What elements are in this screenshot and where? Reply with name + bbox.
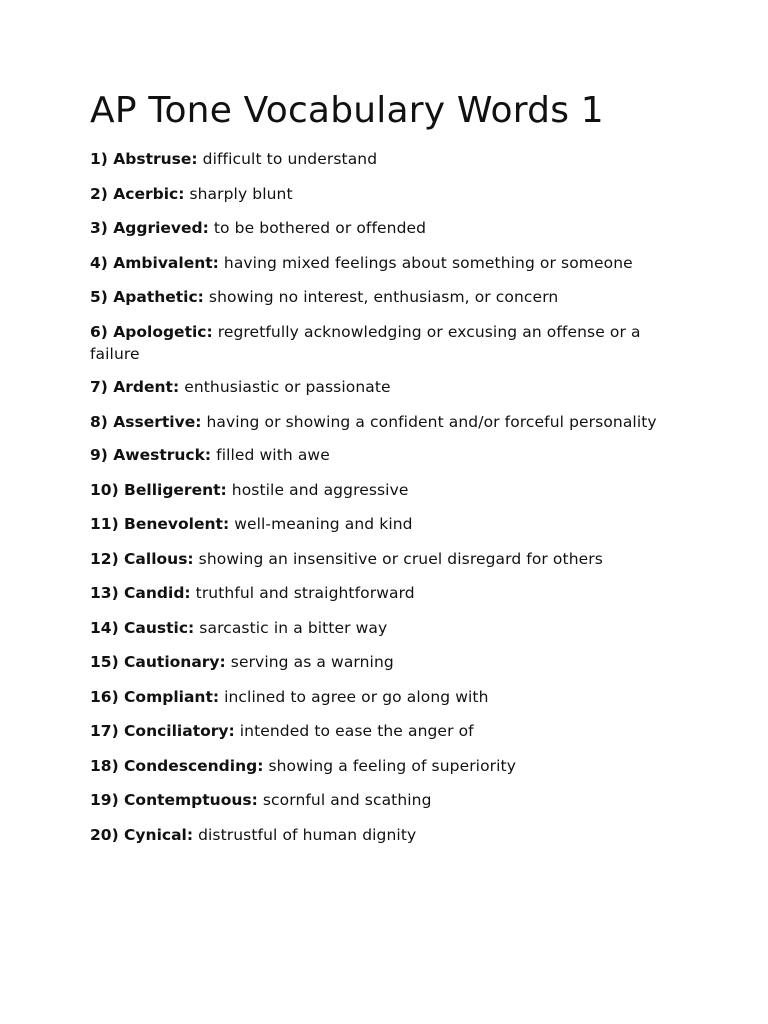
vocabulary-entry [90, 513, 670, 535]
vocabulary-entry [90, 582, 670, 604]
vocabulary-definition: regretfully acknowledging or excusing an offense or a failure [90, 322, 641, 363]
vocabulary-definition: inclined to agree or go along with [224, 687, 489, 706]
vocabulary-entry [90, 548, 670, 570]
vocabulary-term: 15) Cautionary: [90, 653, 226, 671]
vocabulary-definition: sharply blunt [189, 184, 293, 203]
vocabulary-term: 20) Cynical: [90, 825, 194, 844]
vocabulary-list [90, 148, 670, 858]
vocabulary-entry [90, 755, 670, 777]
page-title: AP Tone Vocabulary Words 1 [90, 90, 604, 131]
vocabulary-term: 6) Apologetic: [90, 322, 213, 341]
vocabulary-term: 12) Callous: [90, 549, 194, 568]
vocabulary-definition: difficult to understand [202, 150, 378, 168]
vocabulary-entry [90, 479, 670, 501]
vocabulary-entry [90, 411, 670, 433]
vocabulary-entry [90, 824, 670, 846]
vocabulary-definition: to be bothered or offended [213, 219, 427, 237]
vocabulary-entry [90, 286, 670, 308]
vocabulary-definition: serving as a warning [230, 653, 394, 671]
vocabulary-entry [90, 651, 670, 673]
vocabulary-term: 4) Ambivalent: [90, 253, 219, 272]
vocabulary-term: 2) Acerbic: [90, 184, 185, 203]
vocabulary-term: 8) Assertive: [90, 412, 202, 431]
vocabulary-entry [90, 321, 670, 365]
vocabulary-entry [90, 376, 670, 398]
vocabulary-definition: hostile and aggressive [231, 480, 409, 499]
vocabulary-entry [90, 686, 670, 708]
vocabulary-term: 11) Benevolent: [90, 515, 230, 533]
vocabulary-term: 7) Ardent: [90, 378, 180, 396]
vocabulary-entry [90, 617, 670, 639]
vocabulary-definition: scornful and scathing [262, 791, 432, 809]
vocabulary-term: 1) Abstruse: [90, 150, 198, 168]
vocabulary-definition: enthusiastic or passionate [184, 378, 391, 396]
vocabulary-term: 17) Conciliatory: [90, 722, 235, 740]
vocabulary-entry [90, 217, 670, 239]
vocabulary-entry [90, 720, 670, 742]
vocabulary-term: 19) Contemptuous: [90, 791, 258, 809]
vocabulary-entry [90, 252, 670, 274]
vocabulary-entry [90, 789, 670, 811]
vocabulary-term: 13) Candid: [90, 584, 191, 602]
vocabulary-entry [90, 183, 670, 205]
vocabulary-term: 14) Caustic: [90, 618, 195, 637]
vocabulary-definition: distrustful of human dignity [198, 825, 417, 844]
vocabulary-definition: sarcastic in a bitter way [199, 618, 388, 637]
vocabulary-definition: showing an insensitive or cruel disregard for others [198, 549, 603, 568]
vocabulary-term: 10) Belligerent: [90, 480, 227, 499]
vocabulary-definition: having or showing a confident and/or forceful personality [206, 412, 657, 431]
vocabulary-definition: having mixed feelings about something or someone [223, 253, 633, 272]
vocabulary-term: 9) Awestruck: [90, 446, 212, 464]
vocabulary-term: 3) Aggrieved: [90, 219, 209, 237]
vocabulary-term: 18) Condescending: [90, 756, 264, 775]
vocabulary-definition: showing no interest, enthusiasm, or concern [208, 288, 559, 306]
vocabulary-entry [90, 444, 670, 466]
vocabulary-definition: well-meaning and kind [234, 515, 413, 533]
vocabulary-entry [90, 148, 670, 170]
vocabulary-term: 16) Compliant: [90, 687, 220, 706]
vocabulary-definition: truthful and straightforward [195, 584, 415, 602]
vocabulary-term: 5) Apathetic: [90, 288, 204, 306]
vocabulary-definition: showing a feeling of superiority [268, 756, 516, 775]
vocabulary-definition: filled with awe [216, 446, 330, 464]
vocabulary-definition: intended to ease the anger of [239, 722, 474, 740]
